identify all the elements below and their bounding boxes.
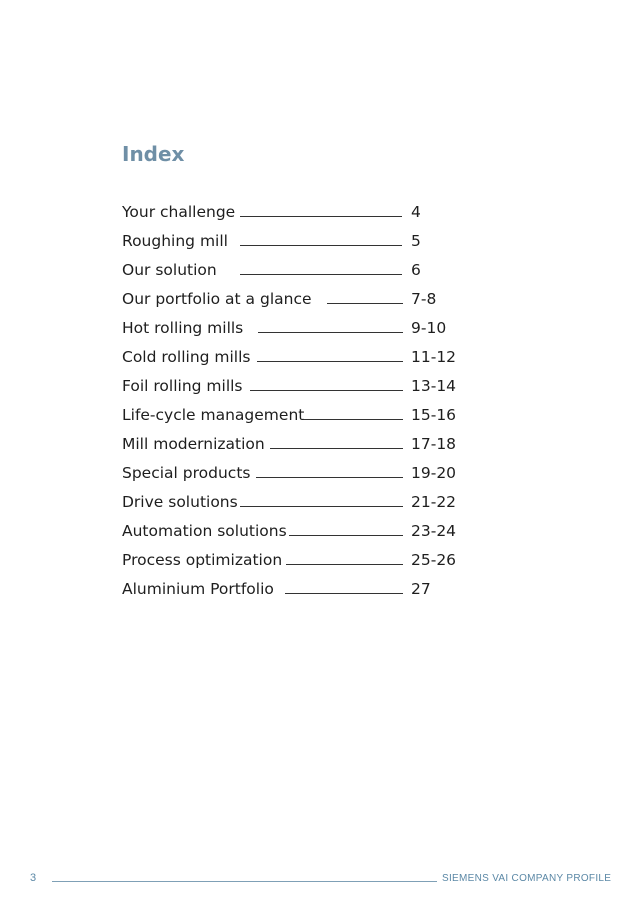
footer-divider	[52, 881, 437, 882]
toc-leader-line	[240, 216, 402, 217]
toc-leader-line	[240, 274, 402, 275]
toc-entry	[122, 198, 482, 227]
toc-entry-page: 25-26	[411, 551, 457, 569]
toc-entry-label: Process optimization	[122, 551, 283, 569]
toc-entry	[122, 430, 482, 459]
toc-entry-page: 13-14	[411, 377, 457, 395]
toc-leader-line	[327, 303, 403, 304]
toc-leader-line	[304, 419, 403, 420]
toc-entry-page: 23-24	[411, 522, 457, 540]
toc-leader-line	[257, 361, 403, 362]
toc-entry-page: 15-16	[411, 406, 457, 424]
toc-entry	[122, 256, 482, 285]
toc-leader-line	[250, 390, 403, 391]
toc-entry-page: 5	[411, 232, 421, 250]
index-title: Index	[122, 142, 185, 166]
toc-entry	[122, 459, 482, 488]
toc-leader-line	[240, 245, 402, 246]
toc-entry-page: 19-20	[411, 464, 457, 482]
toc-entry-label: Life-cycle management	[122, 406, 305, 424]
toc-entry	[122, 343, 482, 372]
toc-entry-label: Automation solutions	[122, 522, 287, 540]
toc-leader-line	[270, 448, 403, 449]
toc-entry-label: Our solution	[122, 261, 217, 279]
toc-entry	[122, 546, 482, 575]
toc-entry-page: 17-18	[411, 435, 457, 453]
toc-entry-page: 11-12	[411, 348, 457, 366]
toc-entry-label: Foil rolling mills	[122, 377, 243, 395]
toc-leader-line	[289, 535, 403, 536]
toc-entry-label: Mill modernization	[122, 435, 265, 453]
toc-entry-label: Drive solutions	[122, 493, 238, 511]
toc-entry	[122, 488, 482, 517]
toc-entry-label: Roughing mill	[122, 232, 228, 250]
toc-entry-page: 4	[411, 203, 421, 221]
footer-brand-text: SIEMENS VAI COMPANY PROFILE	[442, 873, 612, 884]
toc-entry-page: 21-22	[411, 493, 457, 511]
toc-entry-label: Hot rolling mills	[122, 319, 244, 337]
toc-entry-label: Our portfolio at a glance	[122, 290, 312, 308]
toc-entry	[122, 314, 482, 343]
toc-entry	[122, 285, 482, 314]
toc-entry-label: Cold rolling mills	[122, 348, 251, 366]
toc-leader-line	[240, 506, 403, 507]
toc-entry	[122, 401, 482, 430]
toc-entry	[122, 517, 482, 546]
toc-entry	[122, 227, 482, 256]
toc-entry-label: Special products	[122, 464, 251, 482]
toc-entry-page: 9-10	[411, 319, 447, 337]
toc-leader-line	[286, 564, 403, 565]
toc-entry	[122, 372, 482, 401]
toc-entry-label: Aluminium Portfolio	[122, 580, 274, 598]
toc-entry	[122, 575, 482, 604]
toc-entry-page: 27	[411, 580, 431, 598]
footer-page-number: 3	[30, 872, 37, 884]
toc-leader-line	[258, 332, 403, 333]
toc-leader-line	[285, 593, 403, 594]
toc-entry-page: 7-8	[411, 290, 437, 308]
table-of-contents	[122, 198, 482, 604]
toc-leader-line	[256, 477, 403, 478]
toc-entry-page: 6	[411, 261, 421, 279]
toc-entry-label: Your challenge	[122, 203, 236, 221]
